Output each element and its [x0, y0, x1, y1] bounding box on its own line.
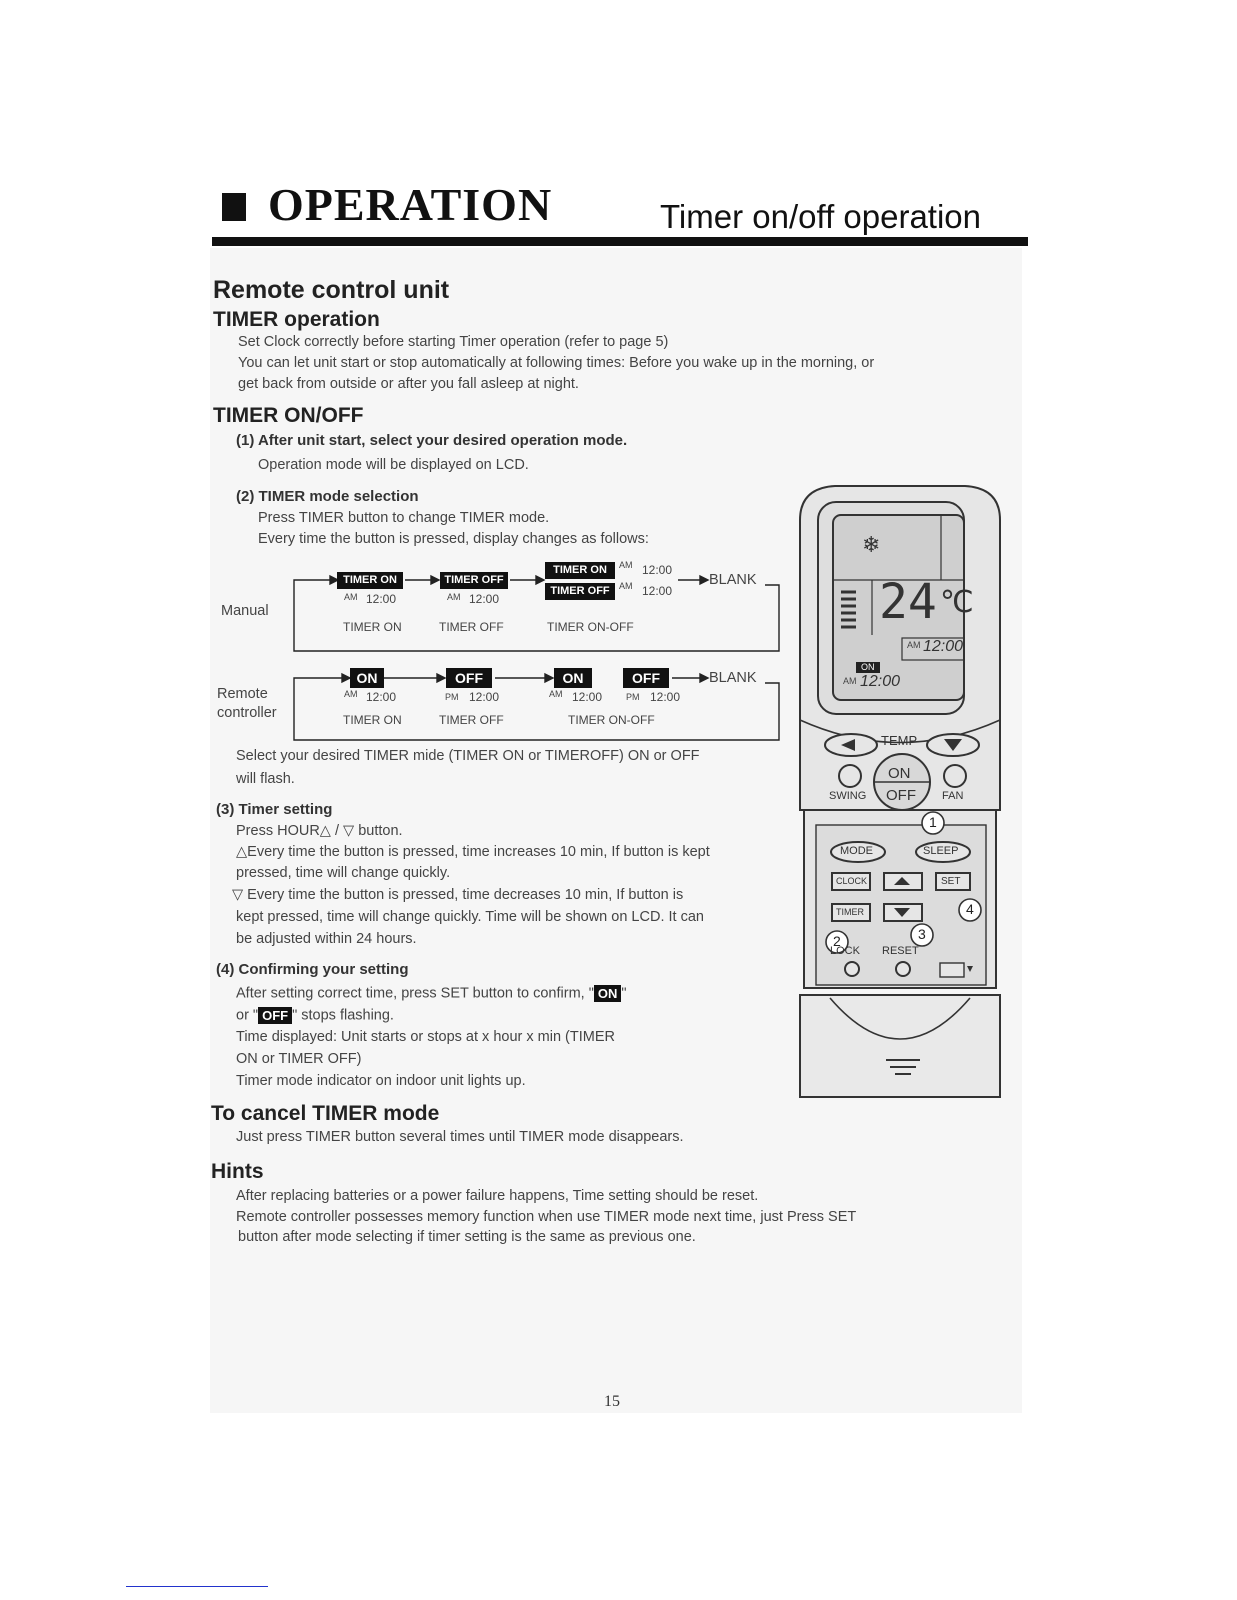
diagram-label-controller: controller [217, 705, 277, 721]
off-badge: OFF [258, 1007, 292, 1024]
lcd-time: 12:00 [860, 673, 901, 690]
snowflake-icon: ❄ [862, 532, 881, 557]
hints-line: After replacing batteries or a power failure happens, Time setting should be reset. [236, 1188, 759, 1204]
clock-button[interactable]: CLOCK [836, 876, 868, 886]
step4-line: Time displayed: Unit starts or stops at x hour x min (TIMER [236, 1029, 615, 1045]
select-text: will flash. [236, 771, 295, 787]
temp-label: TEMP [881, 733, 918, 748]
paragraph-line: get back from outside or after you fall asleep at night. [238, 376, 579, 392]
pm-label: PM [445, 692, 459, 702]
am-label: AM [344, 689, 358, 699]
timer-on-box: TIMER ON [337, 572, 403, 589]
off-box: OFF [623, 668, 669, 688]
timer-on-box: TIMER ON [545, 562, 615, 579]
lcd-celsius: ℃ [940, 586, 974, 619]
step2-line: Every time the button is pressed, display changes as follows: [258, 531, 649, 547]
section-heading-cancel: To cancel TIMER mode [211, 1102, 440, 1125]
step4-line: Timer mode indicator on indoor unit lights up. [236, 1073, 526, 1089]
on-box: ON [350, 668, 384, 688]
timer-off-box: TIMER OFF [545, 583, 615, 600]
lcd-on-badge: ON [856, 662, 880, 673]
callout-3: 3 [918, 926, 926, 942]
footer-link-underline [126, 1586, 268, 1587]
time-value: 12:00 [650, 690, 681, 704]
off-button-label[interactable]: OFF [886, 787, 916, 804]
caption-timer-off: TIMER OFF [439, 620, 504, 634]
hints-line: button after mode selecting if timer setting is the same as previous one. [238, 1229, 696, 1245]
time-value: 12:00 [366, 690, 397, 704]
lcd-temperature: 24 [879, 574, 937, 630]
mode-button[interactable]: MODE [840, 845, 873, 857]
step3-title: (3) Timer setting [216, 801, 333, 818]
step3-line: be adjusted within 24 hours. [236, 931, 417, 947]
am-label: AM [447, 592, 461, 602]
on-box: ON [554, 668, 592, 688]
swing-label[interactable]: SWING [829, 790, 867, 802]
step3-line: pressed, time will change quickly. [236, 865, 451, 881]
section-heading-timer-operation: TIMER operation [213, 308, 380, 331]
reset-label[interactable]: RESET [882, 945, 919, 957]
section-heading-remote: Remote control unit [213, 276, 450, 304]
am-label: AM [619, 560, 633, 570]
step2-title: (2) TIMER mode selection [236, 488, 419, 505]
step3-line: kept pressed, time will change quickly. Time will be shown on LCD. It can [236, 909, 704, 925]
page-subtitle: Timer on/off operation [660, 198, 982, 235]
step4-title: (4) Confirming your setting [216, 961, 409, 978]
fan-label[interactable]: FAN [942, 790, 964, 802]
lock-label[interactable]: LOCK [830, 945, 860, 957]
step4-line [236, 985, 627, 1002]
am-label: AM [619, 581, 633, 591]
paragraph-line: You can let unit start or stop automatically at following times: Before you wake up in the morning, or [238, 355, 875, 371]
step3-line: △Every time the button is pressed, time increases 10 min, If button is kept [236, 844, 710, 860]
lcd-am: AM [907, 640, 921, 650]
step3-line: ▽ Every time the button is pressed, time decreases 10 min, If button is [232, 887, 684, 903]
caption-timer-on: TIMER ON [343, 713, 402, 727]
time-value: 12:00 [469, 690, 500, 704]
set-button[interactable]: SET [941, 876, 961, 887]
time-value: 12:00 [642, 584, 673, 598]
caption-timer-off: TIMER OFF [439, 713, 504, 727]
diagram-label-remote: Remote [217, 686, 268, 702]
am-label: AM [549, 689, 563, 699]
blank-label: BLANK [709, 572, 757, 588]
step4-text: " stops flashing. [292, 1007, 394, 1024]
step4-line [236, 1007, 394, 1024]
step4-text: After setting correct time, press SET button to confirm, " [236, 985, 594, 1002]
step4-line: ON or TIMER OFF) [236, 1051, 362, 1067]
lcd-time: 12:00 [923, 638, 964, 655]
caption-timer-onoff: TIMER ON-OFF [568, 713, 655, 727]
pm-label: PM [626, 692, 640, 702]
step4-text: " [621, 985, 627, 1002]
caption-timer-onoff: TIMER ON-OFF [547, 620, 634, 634]
paragraph-line: Set Clock correctly before starting Timer operation (refer to page 5) [238, 334, 669, 350]
time-value: 12:00 [366, 592, 397, 606]
time-value: 12:00 [469, 592, 500, 606]
on-badge: ON [594, 985, 622, 1002]
sleep-button[interactable]: SLEEP [923, 845, 959, 857]
time-value: 12:00 [572, 690, 603, 704]
diagram-label-manual: Manual [221, 603, 269, 619]
on-button-label[interactable]: ON [888, 765, 911, 782]
lcd-am: AM [843, 676, 857, 686]
step4-text: or " [236, 1007, 259, 1024]
hints-line: Remote controller possesses memory function when use TIMER mode next time, just Press SET [236, 1209, 857, 1225]
section-heading-hints: Hints [211, 1160, 264, 1183]
section-heading-timer-onoff: TIMER ON/OFF [213, 404, 364, 427]
select-text: Select your desired TIMER mide (TIMER ON or TIMEROFF) ON or OFF [236, 748, 700, 764]
cancel-text: Just press TIMER button several times until TIMER mode disappears. [236, 1129, 684, 1145]
am-label: AM [344, 592, 358, 602]
off-box: OFF [446, 668, 492, 688]
callout-2: 2 [833, 933, 841, 949]
callout-4: 4 [966, 901, 974, 917]
page-title: OPERATION [268, 179, 553, 230]
step1-title: (1) After unit start, select your desired operation mode. [236, 432, 628, 449]
timer-off-box: TIMER OFF [440, 572, 508, 589]
step2-line: Press TIMER button to change TIMER mode. [258, 510, 550, 526]
blank-label: BLANK [709, 670, 757, 686]
callout-1: 1 [929, 814, 937, 830]
time-value: 12:00 [642, 563, 673, 577]
caption-timer-on: TIMER ON [343, 620, 402, 634]
page-number: 15 [604, 1393, 620, 1410]
step1-text: Operation mode will be displayed on LCD. [258, 457, 529, 473]
step3-line: Press HOUR△ / ▽ button. [236, 823, 403, 839]
timer-button[interactable]: TIMER [836, 907, 864, 917]
